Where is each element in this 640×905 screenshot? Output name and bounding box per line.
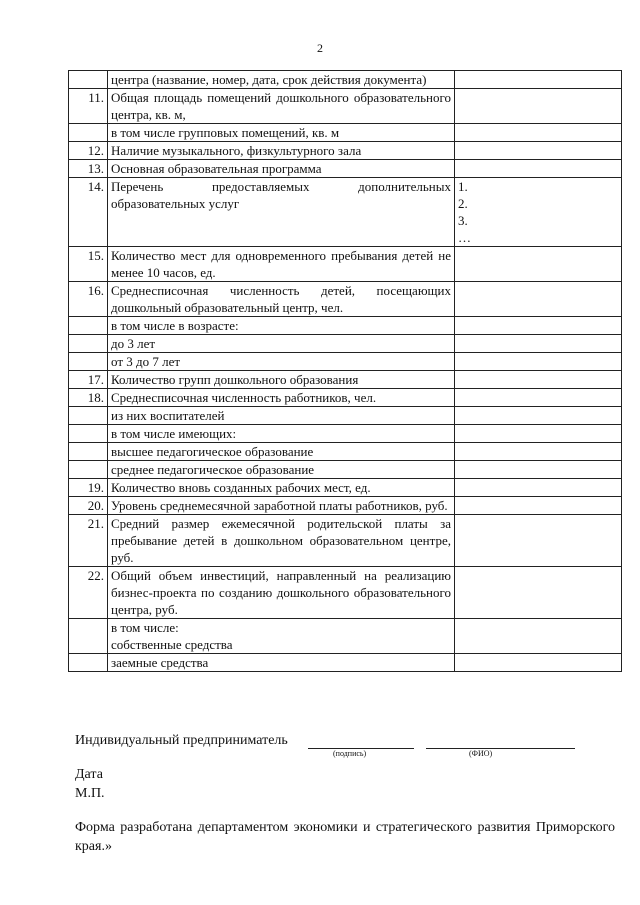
row-number [69,443,108,461]
row-description: в том числе групповых помещений, кв. м [108,124,455,142]
row-number: 19. [69,479,108,497]
row-description: высшее педагогическое образование [108,443,455,461]
table-row [69,515,622,567]
row-number [69,461,108,479]
table-row [69,619,622,654]
row-value-cell[interactable] [455,353,622,371]
table-row [69,335,622,353]
row-description: центра (название, номер, дата, срок действия документа) [108,71,455,89]
row-number: 15. [69,247,108,282]
row-number [69,425,108,443]
table-row [69,124,622,142]
row-value-cell[interactable] [455,71,622,89]
row-description: Количество групп дошкольного образования [108,371,455,389]
row-value-cell[interactable] [455,317,622,335]
row-description: Наличие музыкального, физкультурного зала [108,142,455,160]
page-number: 2 [317,41,323,55]
row-number: 17. [69,371,108,389]
table-row [69,443,622,461]
row-description: Основная образовательная программа [108,160,455,178]
table-row [69,479,622,497]
row-value-cell[interactable] [455,389,622,407]
row-number: 22. [69,567,108,619]
row-description: от 3 до 7 лет [108,353,455,371]
row-description: Количество вновь созданных рабочих мест, ед. [108,479,455,497]
table-row [69,353,622,371]
row-description: в том числе имеющих: [108,425,455,443]
row-value-cell[interactable] [455,160,622,178]
row-number: 18. [69,389,108,407]
row-value-cell[interactable] [455,89,622,124]
row-number [69,335,108,353]
row-number: 13. [69,160,108,178]
table-row [69,371,622,389]
row-value-cell[interactable] [455,142,622,160]
row-number: 21. [69,515,108,567]
form-table [68,70,622,672]
table-row [69,317,622,335]
table-row [69,389,622,407]
signature-caption: (подпись) [333,749,367,758]
table-row [69,142,622,160]
table-row [69,247,622,282]
row-value-cell[interactable] [455,619,622,654]
table-row [69,461,622,479]
name-line[interactable] [426,748,575,749]
row-description: среднее педагогическое образование [108,461,455,479]
value-list-item: 2. [458,196,468,211]
row-number [69,71,108,89]
row-value-cell[interactable] [455,371,622,389]
row-description: Средний размер ежемесячной родительской платы за пребывание детей в дошкольном образовательном центре, руб. [108,515,455,567]
table-row [69,425,622,443]
row-number: 11. [69,89,108,124]
table-row [69,160,622,178]
form-table-body [69,71,622,672]
row-number: 16. [69,282,108,317]
row-description: Среднесписочная численность детей, посещающих дошкольный образовательный центр, чел. [108,282,455,317]
row-value-cell[interactable] [455,178,622,247]
row-description: Среднесписочная численность работников, чел. [108,389,455,407]
row-value-cell[interactable] [455,124,622,142]
row-number: 12. [69,142,108,160]
stamp-label: М.П. [75,786,105,801]
row-value-cell[interactable] [455,461,622,479]
row-number: 14. [69,178,108,247]
row-value-cell[interactable] [455,567,622,619]
row-value-cell[interactable] [455,479,622,497]
row-number [69,654,108,672]
table-row [69,654,622,672]
value-list-item: 1. [458,179,468,194]
row-description: заемные средства [108,654,455,672]
value-list-item: 3. [458,213,468,228]
footer-note: Форма разработана департаментом экономики и стратегического развития Приморского края.» [75,820,615,854]
row-value-cell[interactable] [455,515,622,567]
row-description: Количество мест для одновременного пребывания детей не менее 10 часов, ед. [108,247,455,282]
table-row [69,282,622,317]
row-value-cell[interactable] [455,443,622,461]
row-value-cell[interactable] [455,425,622,443]
row-description: Перечень предоставляемых дополнительных образовательных услуг [108,178,455,247]
row-description: из них воспитателей [108,407,455,425]
row-number [69,353,108,371]
row-value-cell[interactable] [455,497,622,515]
table-row [69,178,622,247]
row-description: до 3 лет [108,335,455,353]
row-value-cell[interactable] [455,247,622,282]
row-number [69,619,108,654]
row-description: Общая площадь помещений дошкольного образовательного центра, кв. м, [108,89,455,124]
row-value-cell[interactable] [455,282,622,317]
table-row [69,89,622,124]
name-caption: (ФИО) [469,749,493,758]
row-number [69,407,108,425]
row-value-cell[interactable] [455,407,622,425]
table-row [69,407,622,425]
row-description: в том числе в возрасте: [108,317,455,335]
row-description: Уровень среднемесячной заработной платы работников, руб. [108,497,455,515]
row-number: 20. [69,497,108,515]
signature-label: Индивидуальный предприниматель [75,733,288,748]
table-row [69,567,622,619]
row-value-cell[interactable] [455,335,622,353]
row-number [69,317,108,335]
table-row [69,497,622,515]
row-value-cell[interactable] [455,654,622,672]
row-description: Общий объем инвестиций, направленный на реализацию бизнес-проекта по созданию дошкольного образовательного центра, руб. [108,567,455,619]
value-list-item: … [458,230,471,245]
row-description: в том числе: собственные средства [108,619,455,654]
row-number [69,124,108,142]
date-label: Дата [75,767,103,782]
table-row [69,71,622,89]
